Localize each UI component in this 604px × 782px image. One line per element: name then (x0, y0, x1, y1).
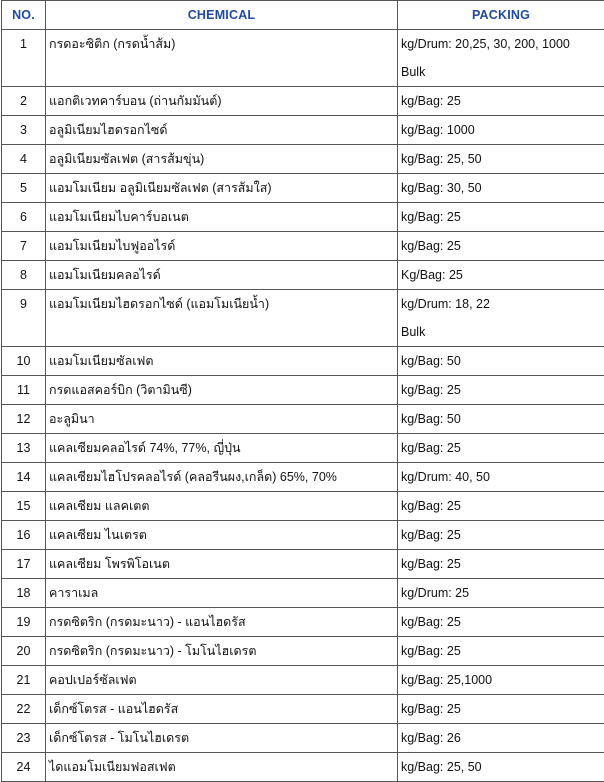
table-row (2, 753, 604, 782)
packing-cell (398, 637, 604, 666)
row-number-text: 2 (2, 87, 45, 115)
row-number (2, 521, 46, 550)
table-row (2, 637, 604, 666)
chemical-cell (46, 434, 398, 463)
table-body (2, 30, 604, 782)
row-number-text: 22 (2, 695, 45, 723)
packing-cell (398, 579, 604, 608)
row-number-text: 11 (2, 376, 45, 404)
packing-cell (398, 608, 604, 637)
row-number (2, 347, 46, 376)
chemical-name: แอมโมเนียมไบฟูออไรด์ (46, 232, 397, 260)
chemical-name: กรดซิตริก (กรดมะนาว) - โมโนไฮเดรต (46, 637, 397, 665)
packing-line: kg/Bag: 25 (398, 521, 604, 549)
packing-cell (398, 405, 604, 434)
chemical-cell (46, 116, 398, 145)
packing-cell (398, 30, 604, 87)
chemical-name: แคลเซียม ไนเตรต (46, 521, 397, 549)
chemical-name: อลูมิเนียมซัลเฟต (สารส้มขุ่น) (46, 145, 397, 173)
chemical-cell (46, 724, 398, 753)
chemical-name: แคลเซียม แลคเตต (46, 492, 397, 520)
table-row (2, 145, 604, 174)
row-number (2, 405, 46, 434)
row-number (2, 666, 46, 695)
table-row (2, 521, 604, 550)
row-number (2, 232, 46, 261)
row-number-text: 5 (2, 174, 45, 202)
chemical-cell (46, 695, 398, 724)
chemical-cell (46, 30, 398, 87)
packing-cell (398, 753, 604, 782)
packing-line: kg/Bag: 30, 50 (398, 174, 604, 202)
packing-line: kg/Bag: 50 (398, 347, 604, 375)
chemical-name: แคลเซียมไฮโปรคลอไรด์ (คลอรีนผง,เกล็ด) 65%, 70% (46, 463, 397, 491)
chemical-cell (46, 521, 398, 550)
chemical-cell (46, 203, 398, 232)
packing-line: Bulk (398, 58, 604, 86)
row-number-text: 6 (2, 203, 45, 231)
row-number-text: 23 (2, 724, 45, 752)
header-packing: PACKING (398, 1, 604, 30)
packing-cell (398, 261, 604, 290)
chemical-name: อลูมิเนียมไฮดรอกไซด์ (46, 116, 397, 144)
row-number (2, 753, 46, 782)
row-number (2, 492, 46, 521)
chemical-table (1, 0, 604, 782)
packing-cell (398, 434, 604, 463)
packing-line: kg/Bag: 25 (398, 608, 604, 636)
chemical-cell (46, 145, 398, 174)
packing-line: kg/Bag: 25,1000 (398, 666, 604, 694)
chemical-name: แอมโมเนียม อลูมิเนียมซัลเฟต (สารส้มใส) (46, 174, 397, 202)
chemical-cell (46, 637, 398, 666)
chemical-name: คอปเปอร์ซัลเฟต (46, 666, 397, 694)
packing-line: kg/Drum: 20,25, 30, 200, 1000 (398, 30, 604, 58)
packing-cell (398, 116, 604, 145)
table-row (2, 87, 604, 116)
table-row (2, 434, 604, 463)
chemical-name: แอมโมเนียมไฮดรอกไซด์ (แอมโมเนียน้ำ) (46, 290, 397, 318)
row-number (2, 724, 46, 753)
packing-line: kg/Bag: 25, 50 (398, 753, 604, 781)
row-number (2, 30, 46, 87)
row-number-text: 24 (2, 753, 45, 781)
table-row (2, 232, 604, 261)
chemical-cell (46, 666, 398, 695)
packing-cell (398, 347, 604, 376)
packing-line: kg/Bag: 25 (398, 203, 604, 231)
row-number-text: 15 (2, 492, 45, 520)
chemical-name: อะลูมินา (46, 405, 397, 433)
row-number (2, 637, 46, 666)
chemical-name: กรดแอสคอร์บิก (วิตามินซี) (46, 376, 397, 404)
table-row (2, 666, 604, 695)
row-number (2, 695, 46, 724)
table-row (2, 608, 604, 637)
row-number (2, 579, 46, 608)
row-number (2, 376, 46, 405)
table-row (2, 174, 604, 203)
chemical-name: ไดแอมโมเนียมฟอสเฟต (46, 753, 397, 781)
packing-cell (398, 203, 604, 232)
table-row (2, 492, 604, 521)
packing-cell (398, 521, 604, 550)
packing-line: kg/Bag: 25 (398, 492, 604, 520)
chemical-cell (46, 579, 398, 608)
chemical-name: แอมโมเนียมไบคาร์บอเนต (46, 203, 397, 231)
packing-line: kg/Bag: 25 (398, 434, 604, 462)
row-number (2, 261, 46, 290)
row-number-text: 18 (2, 579, 45, 607)
packing-line: kg/Drum: 18, 22 (398, 290, 604, 318)
chemical-name: กรดซิตริก (กรดมะนาว) - แอนไฮดรัส (46, 608, 397, 636)
row-number (2, 116, 46, 145)
packing-line: kg/Bag: 25, 50 (398, 145, 604, 173)
table-row (2, 463, 604, 492)
packing-cell (398, 666, 604, 695)
chemical-name: แคลเซียม โพรพิโอเนต (46, 550, 397, 578)
chemical-cell (46, 290, 398, 347)
row-number-text: 12 (2, 405, 45, 433)
packing-line: Bulk (398, 318, 604, 346)
packing-cell (398, 145, 604, 174)
chemical-cell (46, 347, 398, 376)
table-row (2, 579, 604, 608)
table-row (2, 203, 604, 232)
row-number (2, 145, 46, 174)
table-row (2, 405, 604, 434)
packing-line: kg/Drum: 25 (398, 579, 604, 607)
table-header (2, 1, 604, 30)
packing-cell (398, 724, 604, 753)
chemical-cell (46, 608, 398, 637)
row-number-text: 20 (2, 637, 45, 665)
packing-cell (398, 492, 604, 521)
header-chemical: CHEMICAL (46, 1, 398, 30)
table-row (2, 724, 604, 753)
row-number (2, 550, 46, 579)
packing-line: kg/Bag: 25 (398, 550, 604, 578)
table-row (2, 695, 604, 724)
packing-line: kg/Bag: 25 (398, 87, 604, 115)
row-number-text: 4 (2, 145, 45, 173)
row-number-text: 9 (2, 290, 45, 318)
packing-cell (398, 463, 604, 492)
chemical-cell (46, 87, 398, 116)
row-number-text: 8 (2, 261, 45, 289)
row-number-text: 10 (2, 347, 45, 375)
table-row (2, 261, 604, 290)
row-number-text: 13 (2, 434, 45, 462)
row-number (2, 463, 46, 492)
chemical-name: เด็กซ์โตรส - แอนไฮดรัส (46, 695, 397, 723)
row-number (2, 608, 46, 637)
packing-cell (398, 232, 604, 261)
chemical-cell (46, 232, 398, 261)
chemical-name: แอกติเวทคาร์บอน (ถ่านกัมมันต์) (46, 87, 397, 115)
row-number-text: 17 (2, 550, 45, 578)
packing-cell (398, 87, 604, 116)
header-row (2, 1, 604, 30)
packing-cell (398, 550, 604, 579)
packing-line: kg/Bag: 1000 (398, 116, 604, 144)
chemical-name: แอมโมเนียมซัลเฟต (46, 347, 397, 375)
table-row (2, 290, 604, 347)
header-no: NO. (2, 1, 46, 30)
table-row (2, 30, 604, 87)
row-number (2, 174, 46, 203)
chemical-name: คาราเมล (46, 579, 397, 607)
row-number-text: 19 (2, 608, 45, 636)
packing-line: kg/Bag: 25 (398, 232, 604, 260)
row-number-text: 14 (2, 463, 45, 491)
row-number-text: 7 (2, 232, 45, 260)
table-row (2, 116, 604, 145)
packing-line: kg/Bag: 25 (398, 695, 604, 723)
packing-cell (398, 695, 604, 724)
row-number (2, 87, 46, 116)
packing-line: kg/Bag: 25 (398, 637, 604, 665)
chemical-cell (46, 753, 398, 782)
chemical-cell (46, 174, 398, 203)
table-row (2, 550, 604, 579)
chemical-name: กรดอะซิติก (กรดน้ำส้ม) (46, 30, 397, 58)
packing-line: Kg/Bag: 25 (398, 261, 604, 289)
chemical-cell (46, 261, 398, 290)
row-number-text: 3 (2, 116, 45, 144)
packing-line: kg/Bag: 25 (398, 376, 604, 404)
table-row (2, 347, 604, 376)
packing-line: kg/Bag: 26 (398, 724, 604, 752)
chemical-cell (46, 376, 398, 405)
chemical-cell (46, 405, 398, 434)
row-number-text: 1 (2, 30, 45, 58)
row-number-text: 21 (2, 666, 45, 694)
chemical-name: เด็กซ์โตรส - โมโนไฮเดรต (46, 724, 397, 752)
packing-cell (398, 376, 604, 405)
chemical-name: แคลเซียมคลอไรด์ 74%, 77%, ญี่ปุ่น (46, 434, 397, 462)
table-row (2, 376, 604, 405)
chemical-cell (46, 463, 398, 492)
chemical-name: แอมโมเนียมคลอไรด์ (46, 261, 397, 289)
packing-line: kg/Drum: 40, 50 (398, 463, 604, 491)
row-number (2, 290, 46, 347)
chemical-cell (46, 492, 398, 521)
row-number-text: 16 (2, 521, 45, 549)
chemical-cell (46, 550, 398, 579)
packing-cell (398, 174, 604, 203)
row-number (2, 203, 46, 232)
packing-line: kg/Bag: 50 (398, 405, 604, 433)
row-number (2, 434, 46, 463)
packing-cell (398, 290, 604, 347)
